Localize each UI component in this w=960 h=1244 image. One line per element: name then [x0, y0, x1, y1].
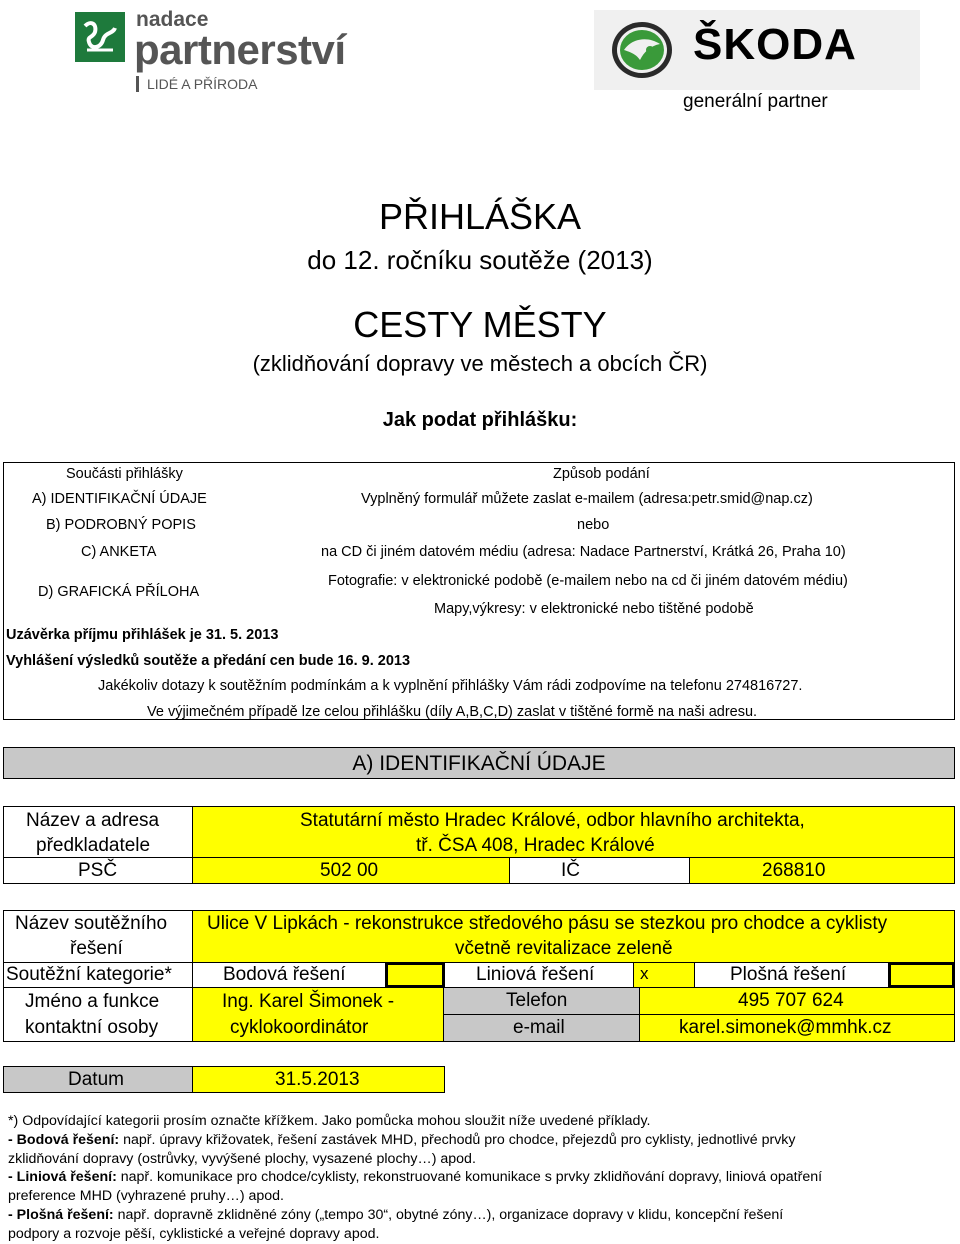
page-title: PŘIHLÁŠKA: [378, 196, 582, 237]
part-a: A) IDENTIFIKAČNÍ ÚDAJE: [32, 491, 207, 507]
questions-text: Jakékoliv dotazy k soutěžním podmínkám a k vyplnění přihlášky Vám rádi zodpovíme na telefonu 274816727.: [98, 678, 803, 694]
email-label: e-mail: [513, 1017, 565, 1038]
psc-label: PSČ: [78, 860, 118, 881]
submitter-label-1: Název a adresa: [26, 810, 160, 831]
contact-value-1: Ing. Karel Šimonek -: [222, 991, 395, 1012]
submitter-label-2: předkladatele: [36, 835, 151, 856]
solution-label-2: řešení: [70, 938, 123, 959]
footnote-bodova-2: zklidňování dopravy (ostrůvky, vyvýšené plochy, vysazené plochy…) apod.: [8, 1150, 476, 1167]
bodova-text-1: např. úpravy křižovatek, řešení zastávek MHD, přechodů pro chodce, přejezdů pro cyklisty, jednotlivé prvky: [119, 1131, 796, 1148]
how-to-heading: Jak podat přihlášku:: [382, 409, 578, 431]
contact-label-2: kontaktní osoby: [25, 1017, 159, 1038]
skoda-wordmark: ŠKODA: [693, 20, 857, 69]
contact-label-1: Jméno a funkce: [25, 991, 160, 1012]
contact-value-2: cyklokoordinátor: [230, 1017, 369, 1038]
part-d: D) GRAFICKÁ PŘÍLOHA: [38, 584, 200, 600]
cat-area-checkbox[interactable]: [888, 962, 955, 988]
liniova-key: - Liniová řešení:: [8, 1169, 117, 1186]
phone-label: Telefon: [506, 990, 568, 1011]
solution-value-2: včetně revitalizace zeleně: [455, 938, 673, 959]
cat-point-checkbox[interactable]: [385, 962, 445, 988]
contest-title: CESTY MĚSTY: [353, 304, 607, 345]
plosna-key: - Plošná řešení:: [8, 1206, 114, 1223]
cat-area-label: Plošná řešení: [730, 964, 847, 985]
footnote-plosna-2: podpory a rozvoje pěší, cyklistické a veřejné dopravy apod.: [8, 1225, 380, 1242]
results-text: Vyhlášení výsledků soutěže a předání cen bude 16. 9. 2013: [6, 653, 411, 669]
part-c: C) ANKETA: [81, 544, 157, 560]
method-b: nebo: [577, 517, 610, 533]
ic-label-cell: [509, 857, 690, 884]
footnote: [8, 1112, 953, 1244]
method-d-maps: Mapy,výkresy: v elektronické nebo tištěné podobě: [434, 601, 754, 617]
skoda-emblem-icon: [610, 20, 674, 80]
nadace-logo-line1: nadace: [136, 8, 209, 31]
footnote-liniova-1: [8, 1168, 953, 1187]
general-partner-label: generální partner: [683, 91, 828, 112]
contest-subtitle: (zklidňování dopravy ve městech a obcích ČR): [252, 351, 708, 376]
cat-point-label: Bodová řešení: [223, 964, 346, 985]
psc-value: 502 00: [320, 860, 379, 881]
logo-divider: [136, 76, 139, 92]
footnote-liniova-2: preference MHD (vyhrazené pruhy…) apod.: [8, 1188, 284, 1205]
submitter-value-2: tř. ČSA 408, Hradec Králové: [416, 835, 655, 856]
section-a-heading: A) IDENTIFIKAČNÍ ÚDAJE: [3, 747, 955, 779]
plosna-text-1: např. dopravně zklidněné zóny („tempo 30“, obytné zóny…), organizace dopravy v klidu, koncepční řešení: [113, 1206, 784, 1223]
footnote-plosna-1: [8, 1206, 953, 1225]
ic-label: IČ: [561, 860, 580, 881]
submitter-value-1: Statutární město Hradec Králové, odbor hlavního architekta,: [300, 810, 805, 831]
cat-line-label: Liniová řešení: [476, 964, 595, 985]
solution-value-1: Ulice V Lipkách - rekonstrukce středového pásu se stezkou pro chodce a cyklisty: [207, 913, 888, 934]
email-value: karel.simonek@mmhk.cz: [679, 1017, 892, 1038]
nadace-partnerstvi-logo-icon: [75, 12, 125, 62]
part-b: B) PODROBNÝ POPIS: [46, 517, 196, 533]
method-header: Způsob podání: [553, 466, 650, 482]
method-d-photos: Fotografie: v elektronické podobě (e-mailem nebo na cd či jiném datovém médiu): [328, 573, 848, 589]
nadace-logo-line3: LIDÉ A PŘÍRODA: [147, 76, 258, 92]
page-subtitle: do 12. ročníku soutěže (2013): [307, 245, 653, 275]
footnote-bodova-1: [8, 1131, 953, 1150]
method-c: na CD či jiném datovém médiu (adresa: Nadace Partnerství, Krátká 26, Praha 10): [321, 544, 846, 560]
nadace-logo-line2: partnerství: [134, 26, 346, 73]
solution-label-1: Název soutěžního: [15, 913, 168, 934]
cat-line-checkbox[interactable]: [633, 962, 695, 988]
category-label: Soutěžní kategorie*: [6, 964, 172, 985]
liniova-text-1: např. komunikace pro chodce/cyklisty, rekonstruované komunikace s prvky zklidňování dopravy, liniová opatření: [116, 1169, 823, 1186]
footnote-line1: *) Odpovídající kategorii prosím označte křížkem. Jako pomůcka mohou sloužit níže uvedené příklady.: [8, 1113, 651, 1129]
bodova-key: - Bodová řešení:: [8, 1131, 120, 1148]
cat-line-mark: x: [640, 964, 649, 983]
date-label: Datum: [68, 1069, 124, 1090]
phone-value: 495 707 624: [738, 990, 844, 1011]
method-a: Vyplněný formulář můžete zaslat e-mailem (adresa:petr.smid@nap.cz): [361, 491, 813, 507]
ic-value: 268810: [762, 860, 826, 881]
parts-header: Součásti přihlášky: [66, 466, 183, 482]
exception-text: Ve výjimečném případě lze celou přihlášku (díly A,B,C,D) zaslat v tištěné formě na naši adresu.: [147, 704, 758, 720]
deadline-text: Uzávěrka příjmu přihlášek je 31. 5. 2013: [6, 627, 279, 643]
date-value: 31.5.2013: [275, 1069, 360, 1090]
